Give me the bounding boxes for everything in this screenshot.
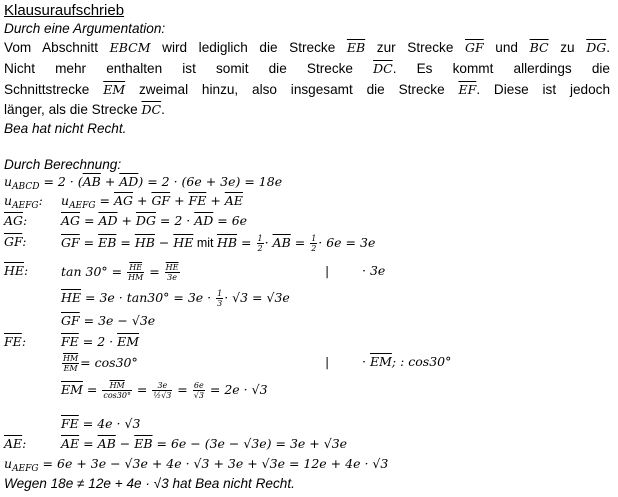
calc-eq-u-aefg: $u_{AEFG} = \overline{AG} + \overline{GF} + \overline{FE} + \overline{AE}$ xyxy=(61,193,243,211)
calculation-heading: Durch Berechnung: xyxy=(4,157,122,172)
argumentation-line-2: Nicht mehr enthalten ist somit die Strecke $\overline{DC}$. Es kommt allerdings die xyxy=(4,61,610,76)
calc-eq-gf-2: $\overline{GF} = 3e - √3e$ xyxy=(61,313,156,328)
calc-label-gf: $\overline{GF}$: xyxy=(4,234,27,249)
calc-eq-he-1: tan 30° = $\frac{\overline{HE}}{HM}$ = $\frac{\overline{HE}}{3e}$ xyxy=(61,263,179,282)
calc-eq-fe-2: $\frac{\overline{HM}}{EM}$ = cos30° xyxy=(63,354,138,373)
calc-eq-ae: $\overline{AE} = \overline{AB} - \overline{EB} = 6e - (3e - √3e) = 3e + √3e$ xyxy=(61,436,348,451)
argumentation-line-4: länger, als die Strecke $\overline{DC}$. xyxy=(4,102,165,117)
calc-eq-ag: $\overline{AG} = \overline{AD} + \overline{DG} = 2 \cdot \overline{AD} = 6e$ xyxy=(61,213,248,228)
calculation-conclusion: Wegen 18e ≠ 12e + 4e · √3 hat Bea nicht Recht. xyxy=(4,476,295,491)
document-title: Klausuraufschrieb xyxy=(4,2,125,19)
calc-eq-fe-3: $\overline{EM}$ = $\frac{\overline{HM}}{\cos 30^\circ}$ = $\frac{3e}{\text{½√3}}$ = $\frac{6e}{√3}$ = 2e · √3 xyxy=(61,381,268,400)
calc-eq-gf: $\overline{GF} = \overline{EB} = \overline{HB} - \overline{HE}$ mit $\overline{HB}$ = $\frac{1}{2}$ · $\overline{AB}$ = $\frac{1}{2}$ · 6e = 3e xyxy=(61,234,376,253)
argumentation-conclusion: Bea hat nicht Recht. xyxy=(4,121,127,136)
calc-eq-he-2: $\overline{HE} = 3e \cdot \tan 30^\circ = 3e$ · $\frac{1}{3}$ · √3 = √3e xyxy=(61,289,290,308)
argumentation-line-1: Vom Abschnitt EBCM wird lediglich die Strecke $\overline{EB}$ zur Strecke $\overline{GF}$ und $\overline{BC}$ zu $\overline{DG}$. xyxy=(4,40,610,55)
operation-em: · $\overline{EM}$; : cos30° xyxy=(362,354,452,369)
calc-row-u-final: $u_{AEFG} = 6e + 3e - √3e + 4e \cdot √3 + 3e + √3e = 12e + 4e \cdot √3$ xyxy=(4,456,389,474)
operation-separator: | xyxy=(325,263,330,278)
operation-he: · 3e xyxy=(362,263,386,278)
calc-label-ae: $\overline{AE}$: xyxy=(4,436,27,451)
operation-separator-2: | xyxy=(325,354,330,369)
calc-eq-fe-1: $\overline{FE} = 2 \cdot \overline{EM}$ xyxy=(61,334,140,349)
argumentation-heading: Durch eine Argumentation: xyxy=(4,21,166,36)
argumentation-line-3: Schnittstrecke $\overline{EM}$ zweimal hinzu, also insgesamt die Strecke $\overline{EF}$. Diese ist jedoch xyxy=(4,82,611,97)
calc-label-ag: $\overline{AG}$: xyxy=(4,213,28,228)
calc-label-fe: $\overline{FE}$: xyxy=(4,334,27,349)
calc-label-he: $\overline{HE}$: xyxy=(4,263,29,278)
calc-row-u-abcd: $u_{ABCD} = 2 \cdot (\overline{AB} + \overline{AD}) = 2 \cdot (6e + 3e) = 18e$ xyxy=(4,174,283,192)
calc-label-u-aefg: $u_{AEFG}$: xyxy=(4,193,43,211)
calc-eq-fe-4: $\overline{FE} = 4e \cdot √3$ xyxy=(61,416,141,431)
